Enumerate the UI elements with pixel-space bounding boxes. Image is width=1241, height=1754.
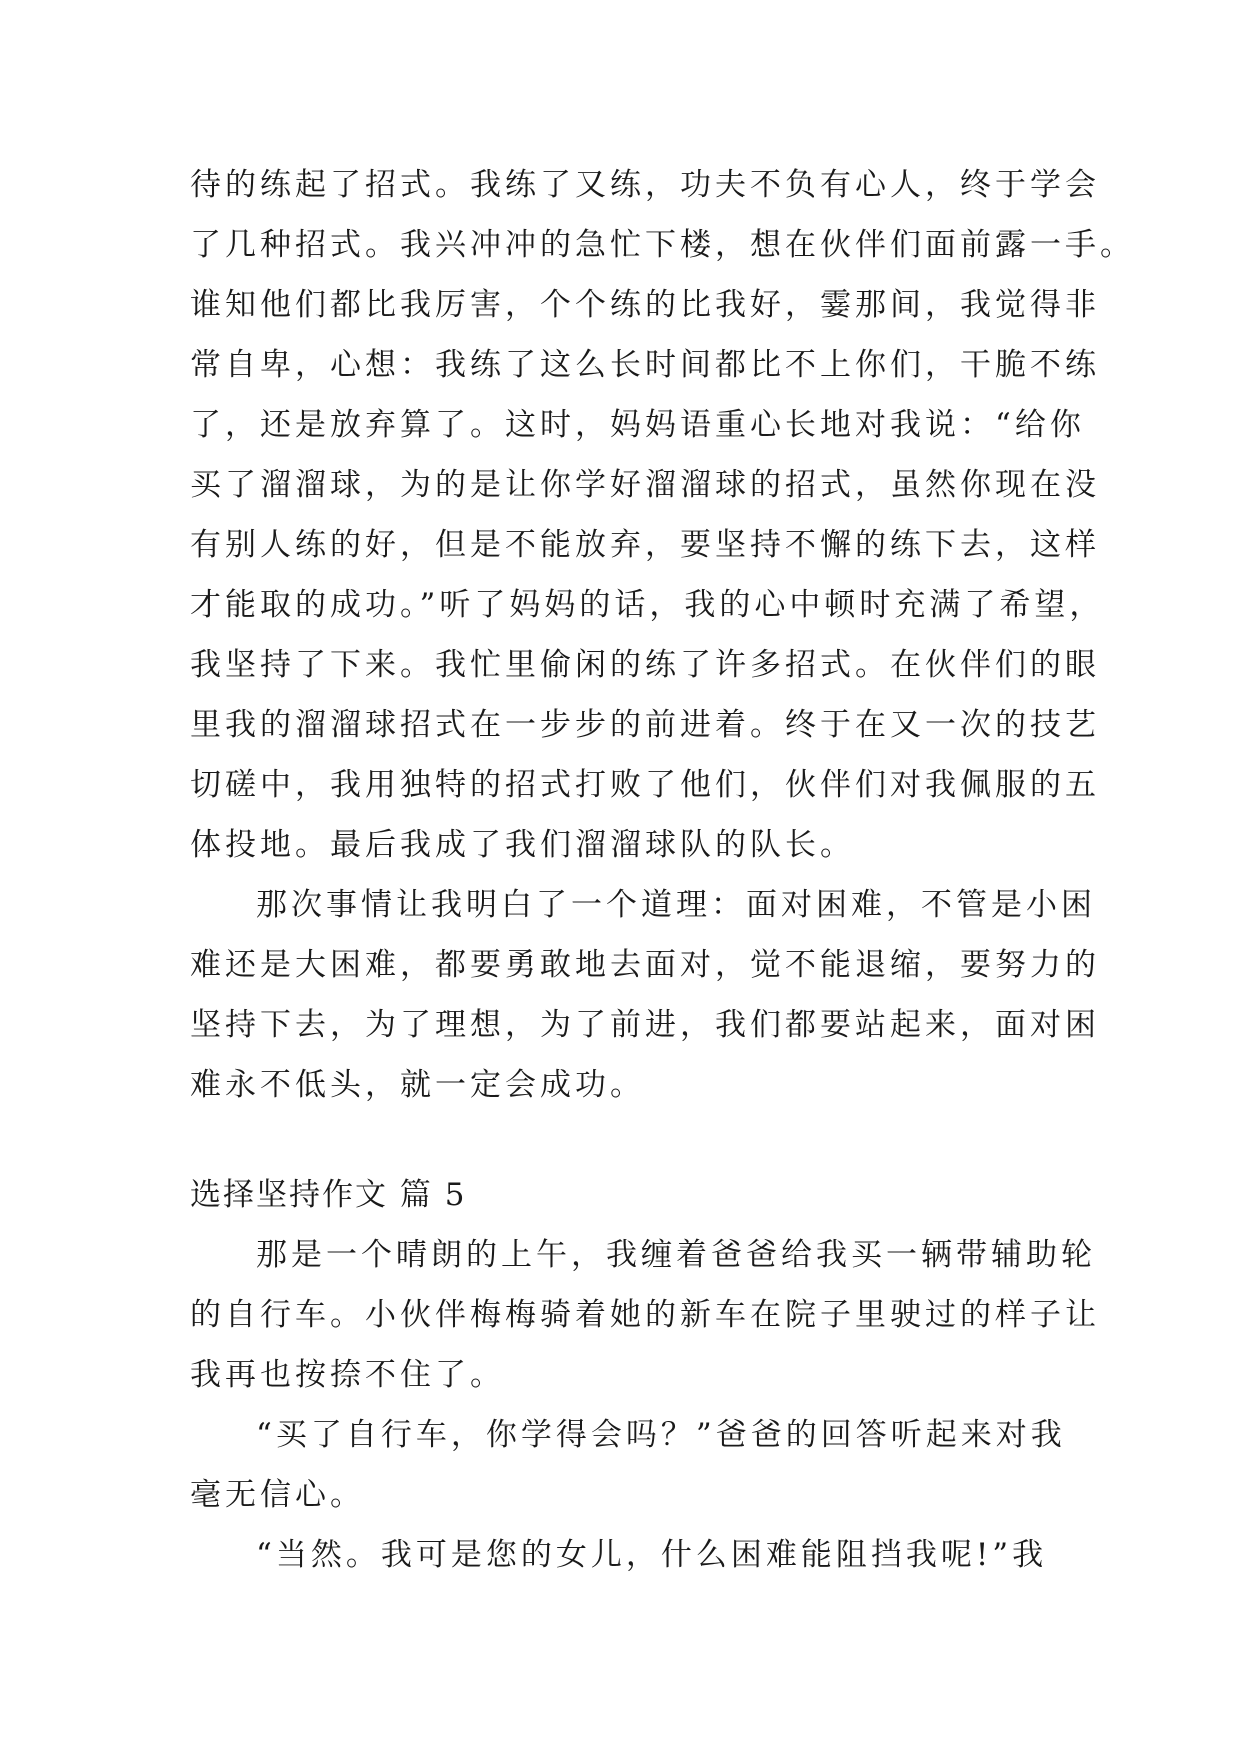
paragraph-conclusion (190, 875, 1100, 1115)
text-line: 切磋中，我用独特的招式打败了他们，伙伴们对我佩服的五 (190, 767, 1100, 803)
text-line: 买了溜溜球，为的是让你学好溜溜球的招式，虽然你现在没 (190, 467, 1100, 503)
paragraph-dialogue-dad (190, 1405, 1070, 1525)
paragraph-dialogue-me (190, 1525, 1070, 1585)
text-line: 难永不低头，就一定会成功。 (190, 1067, 645, 1103)
text-line: “买了自行车，你学得会吗？”爸爸的回答听起来对我 (256, 1417, 1066, 1453)
section-gap (190, 1115, 1070, 1165)
text-column (190, 155, 1135, 1585)
paragraph-continued (190, 155, 1135, 875)
text-line: 毫无信心。 (190, 1477, 365, 1513)
text-line: 才能取的成功。”听了妈妈的话，我的心中顿时充满了希望， (190, 587, 1105, 623)
text-line: 谁知他们都比我厉害，个个练的比我好，霎那间，我觉得非 (190, 287, 1100, 323)
section-heading: 选择坚持作文 篇 5 (190, 1177, 467, 1213)
text-line: 我再也按捺不住了。 (190, 1357, 505, 1393)
paragraph-intro (190, 1225, 1100, 1405)
text-line: 体投地。最后我成了我们溜溜球队的队长。 (190, 827, 855, 863)
text-line: 有别人练的好，但是不能放弃，要坚持不懈的练下去，这样 (190, 527, 1100, 563)
text-line: 的自行车。小伙伴梅梅骑着她的新车在院子里驶过的样子让 (190, 1297, 1100, 1333)
text-line: 那次事情让我明白了一个道理：面对困难，不管是小困 (256, 887, 1096, 923)
text-line: 难还是大困难，都要勇敢地去面对，觉不能退缩，要努力的 (190, 947, 1100, 983)
text-line: 我坚持了下来。我忙里偷闲的练了许多招式。在伙伴们的眼 (190, 647, 1100, 683)
text-line: 了几种招式。我兴冲冲的急忙下楼，想在伙伴们面前露一手。 (190, 227, 1135, 263)
text-line: 了，还是放弃算了。这时，妈妈语重心长地对我说：“给你 (190, 407, 1085, 443)
text-line: “当然。我可是您的女儿，什么困难能阻挡我呢!”我 (256, 1537, 1048, 1573)
text-line: 待的练起了招式。我练了又练，功夫不负有心人，终于学会 (190, 167, 1100, 203)
text-line: 里我的溜溜球招式在一步步的前进着。终于在又一次的技艺 (190, 707, 1100, 743)
text-line: 坚持下去，为了理想，为了前进，我们都要站起来，面对困 (190, 1007, 1100, 1043)
text-line: 那是一个晴朗的上午，我缠着爸爸给我买一辆带辅助轮 (256, 1237, 1096, 1273)
text-line: 常自卑，心想：我练了这么长时间都比不上你们，干脆不练 (190, 347, 1100, 383)
